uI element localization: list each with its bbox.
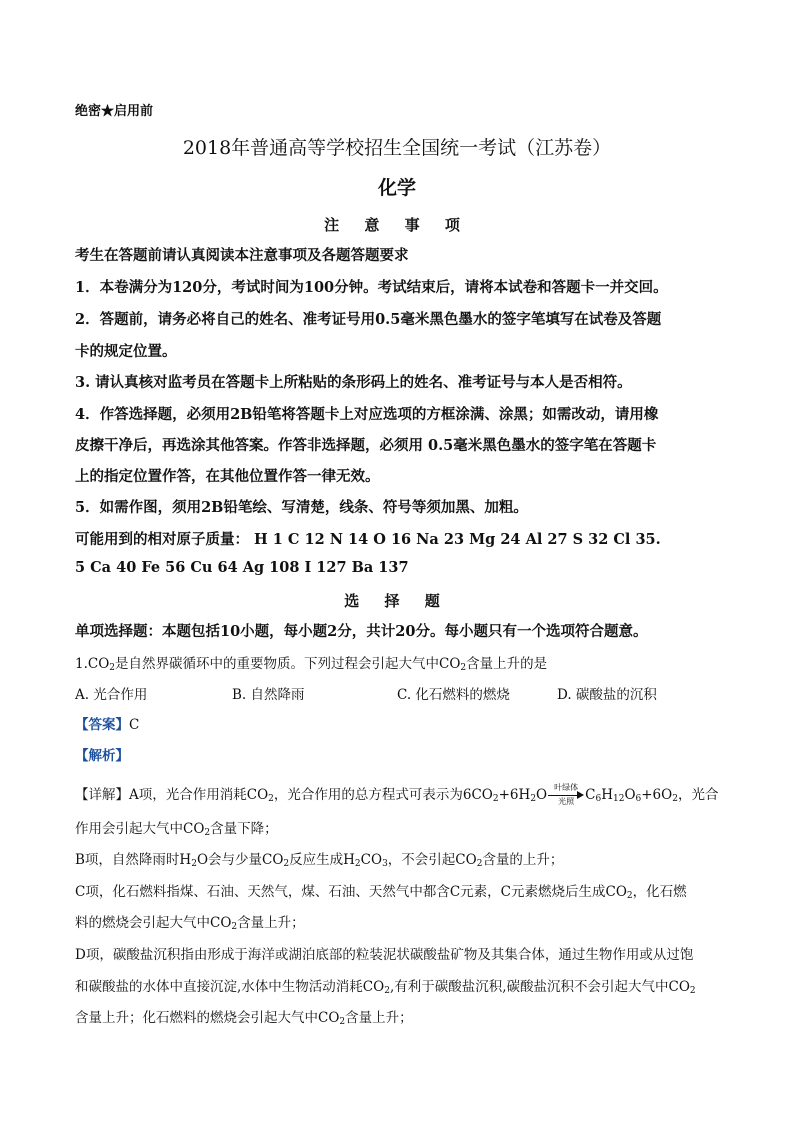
arrow-condition-top: 叶绿体 (554, 782, 579, 792)
reaction-arrow (548, 782, 584, 806)
option-a: A. 光合作用 (75, 687, 148, 703)
arrow-condition-bottom: 光照 (558, 796, 575, 806)
atomic-masses: 可能用到的相对原子质量： H 1 C 12 N 14 O 16 Na 23 Mg 24 Al 27 S 32 Cl 35. (75, 531, 661, 548)
explain-line-1: 【详解】A项，光合作用消耗$CO_2$，光合作用的总方程式可表示为$6CO_2+6H_2O$ 叶绿体 光照 $C_6H_{12}O_6+6O_2$，光合 (75, 782, 719, 806)
option-c: C. 化石燃料的燃烧 (397, 687, 510, 703)
notice-rule-2-cont: 卡的规定位置。 (75, 343, 177, 360)
answer-tag: 【答案】 (75, 717, 129, 733)
notice-rule-5: 5．如需作图，须用2B铅笔绘、写清楚，线条、符号等须加黑、加粗。 (75, 499, 528, 516)
notice-rule-4-cont: 皮擦干净后，再选涂其他答案。作答非选择题，必须用 0.5毫米黑色墨水的签字笔在答题卡 (75, 437, 657, 454)
notice-heading: 注 意 事 项 (324, 216, 470, 234)
subject-title: 化学 (377, 177, 416, 199)
explain-line-2: 作用会引起大气中$CO_2$含量下降； (75, 821, 278, 838)
exam-title: 2018年普通高等学校招生全国统一考试（江苏卷） (182, 137, 612, 159)
notice-rule-2: 2．答题前，请务必将自己的姓名、准考证号用0.5毫米黑色墨水的签字笔填写在试卷及答题 (75, 311, 662, 328)
analysis-tag: 【解析】 (75, 748, 129, 764)
question-1-stem: $1.CO_2$是自然界碳循环中的重要物质。下列过程会引起大气中$CO_2$含量上升的是 (75, 656, 548, 673)
explain-line-6: D项，碳酸盐沉积指由形成于海洋或湖泊底部的粒装泥状碳酸盐矿物及其集合体，通过生物作用或从过饱 (75, 947, 694, 963)
option-b: B. 自然降雨 (232, 687, 305, 703)
notice-rule-4-end: 上的指定位置作答，在其他位置作答一律无效。 (75, 468, 380, 485)
option-d: D. 碳酸盐的沉积 (557, 687, 657, 703)
confidential-label: 绝密★启用前 (75, 104, 154, 119)
explain-line-4: C项，化石燃料指煤、石油、天然气，煤、石油、天然气中都含C元素，C元素燃烧后生成$CO_2$，化石燃 (75, 884, 687, 901)
explain-line-3: B项，自然降雨时$H_2O$会与少量$CO_2$反应生成$H_2CO_3$，不会引起$CO_2$含量的上升； (75, 852, 564, 869)
explain-line-8: 含量上升；化石燃料的燃烧会引起大气中$CO_2$含量上升； (75, 1010, 413, 1027)
atomic-masses-cont: 5 Ca 40 Fe 56 Cu 64 Ag 108 I 127 Ba 137 (75, 559, 409, 576)
explain-line-5: 料的燃烧会引起大气中$CO_2$含量上升； (75, 915, 305, 932)
answer-line (75, 713, 734, 733)
section-title: 选 择 题 (344, 592, 450, 610)
notice-rule-1: 1．本卷满分为120分，考试时间为100分钟。考试结束后，请将本试卷和答题卡一并交回。 (75, 279, 668, 296)
section-description: 单项选择题：本题包括10小题，每小题2分，共计20分。每小题只有一个选项符合题意。 (75, 623, 648, 640)
explain-line-7: 和碳酸盐的水体中直接沉淀,水体中生物活动消耗$CO_2$,有利于碳酸盐沉积,碳酸盐沉积不会引起大气中$CO_2$ (75, 979, 696, 996)
answer-value: C (129, 717, 140, 733)
notice-rule-4: 4．作答选择题，必须用2B铅笔将答题卡上对应选项的方框涂满、涂黑；如需改动，请用橡 (75, 406, 659, 423)
notice-intro: 考生在答题前请认真阅读本注意事项及各题答题要求 (75, 247, 409, 264)
notice-rule-3: 3. 请认真核对监考员在答题卡上所粘贴的条形码上的姓名、准考证号与本人是否相符。 (75, 374, 632, 391)
analysis-line (75, 744, 734, 764)
